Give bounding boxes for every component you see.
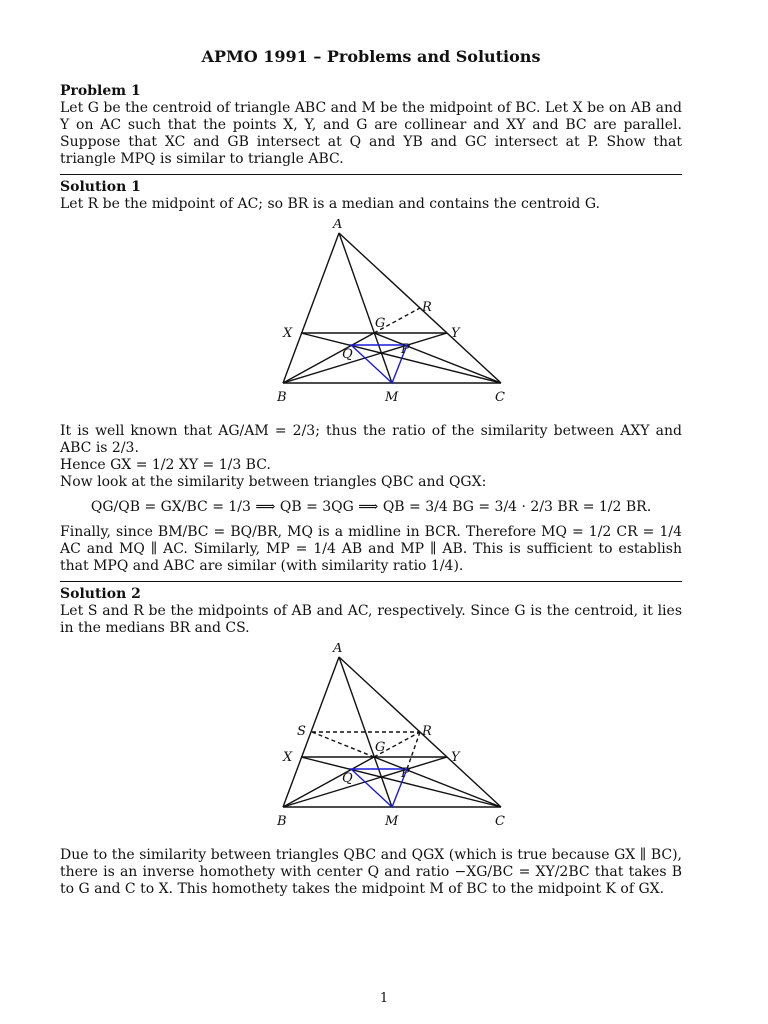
label-g: G (375, 740, 386, 755)
label-q: Q (342, 347, 353, 362)
label-m: M (385, 390, 399, 405)
solution1-intro: Let R be the midpoint of AC; so BR is a median and contains the centroid G. (60, 196, 600, 212)
label-p: P (401, 766, 410, 781)
triangle-mpq (351, 345, 407, 383)
solution1-text-2: Hence GX = 1/2 XY = 1/3 BC. (60, 457, 271, 473)
divider (60, 174, 682, 175)
label-r: R (422, 300, 432, 315)
label-c: C (495, 814, 505, 829)
triangle-mpq (351, 769, 407, 807)
solution1-text-1: It is well known that AG/AM = 2/3; thus the ratio of the similarity between AXY and ABC is 2/3. (60, 423, 682, 456)
label-b: B (277, 814, 287, 829)
label-g: G (375, 316, 386, 331)
label-q: Q (342, 771, 353, 786)
page-number: 1 (379, 991, 389, 1006)
segment-cg (374, 757, 501, 807)
label-x: X (283, 326, 293, 341)
label-x: X (283, 750, 293, 765)
figure-1-diagram (221, 219, 521, 419)
solution2-heading: Solution 2 (60, 586, 141, 602)
segment-xc (301, 333, 501, 383)
solution1-equation: QG/QB = GX/BC = 1/3 ⟹ QB = 3QG ⟹ QB = 3/4 BG = 3/4 · 2/3 BR = 1/2 BR. (90, 499, 652, 515)
divider (60, 581, 682, 582)
label-p: P (401, 342, 410, 357)
solution1-text-4: Finally, since BM/BC = BQ/BR, MQ is a midline in BCR. Therefore MQ = 1/2 CR = 1/4 AC and MQ ∥ AC. Similarly, MP = 1/4 AB and MP ∥ AB. This is sufficient to establish that MPQ and ABC are similar (with similarity ratio 1/4). (60, 524, 682, 574)
segment-cg (374, 333, 501, 383)
problem-text: Let G be the centroid of triangle ABC and M be the midpoint of BC. Let X be on AB and Y on AC such that the points X, Y, and G are collinear and XY and BC are parallel. Suppose that XC and GB intersect at Q and YB and GC intersect at P. Show that triangle MPQ is similar to triangle ABC. (60, 100, 682, 167)
label-a: A (333, 643, 343, 656)
side-ab (283, 657, 339, 807)
label-b: B (277, 390, 287, 405)
segment-sg-dashed (312, 732, 374, 757)
side-ab (283, 233, 339, 383)
solution2-text-1: Due to the similarity between triangles QBC and QGX (which is true because GX ∥ BC), there is an inverse homothety with center Q and ratio −XG/BC = XY/2BC that takes B to G and C to X. This homothety takes the midpoint M of BC to the midpoint K of GX. (60, 847, 682, 897)
label-a: A (333, 219, 343, 232)
solution1-heading: Solution 1 (60, 179, 141, 195)
label-y: Y (451, 326, 460, 341)
segment-rp-dashed (407, 732, 420, 769)
label-m: M (385, 814, 399, 829)
label-s: S (297, 724, 306, 739)
page-title: APMO 1991 – Problems and Solutions (201, 47, 541, 66)
label-r: R (422, 724, 432, 739)
figure-2-diagram (221, 643, 521, 843)
label-c: C (495, 390, 505, 405)
page-content (60, 48, 682, 898)
problem-heading: Problem 1 (60, 83, 141, 99)
segment-xc (301, 757, 501, 807)
solution2-intro: Let S and R be the midpoints of AB and AC, respectively. Since G is the centroid, it lies in the medians BR and CS. (60, 603, 682, 636)
solution1-text-3: Now look at the similarity between triangles QBC and QGX: (60, 474, 487, 490)
label-y: Y (451, 750, 460, 765)
